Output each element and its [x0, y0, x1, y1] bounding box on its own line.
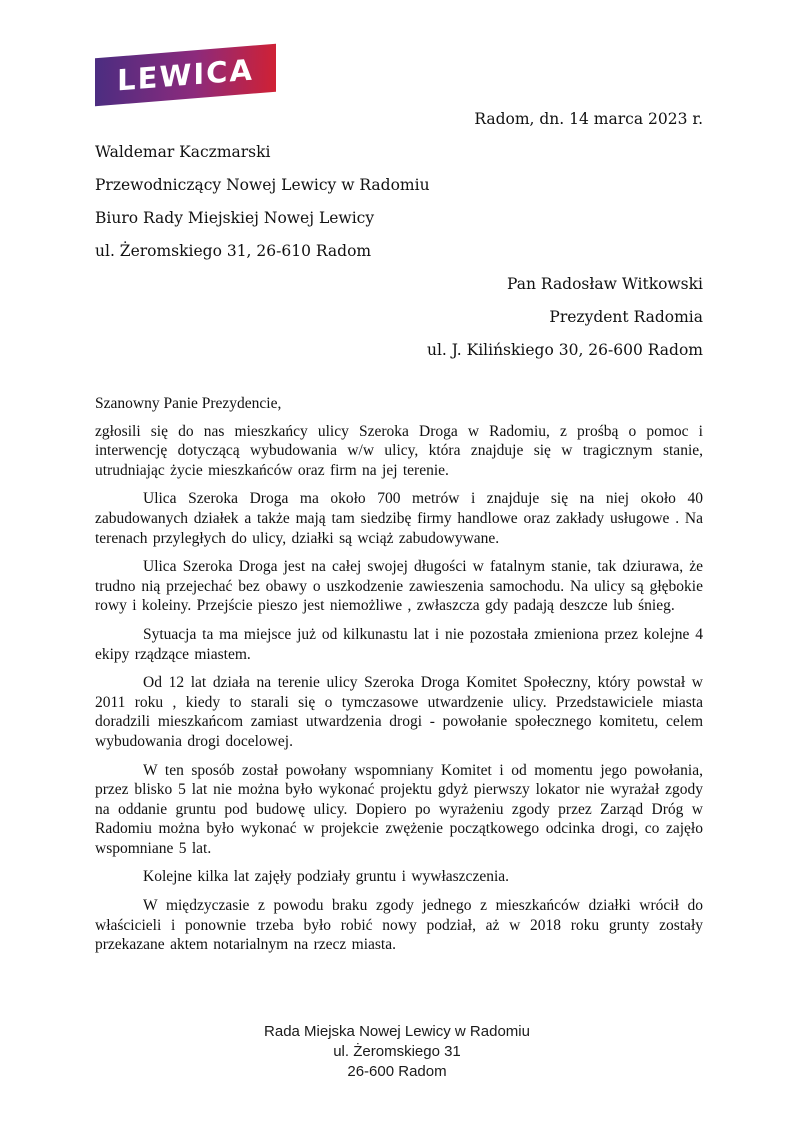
salutation: Szanowny Panie Prezydencie,	[95, 395, 282, 412]
body-paragraph: Od 12 lat działa na terenie ulicy Szeroka Droga Komitet Społeczny, który powstał w 2011 roku , kiedy to starali się o tymczasowe utwardzenie ulicy. Przedstawiciele miasta doradzili mieszkańcom zamiast utwardzenia drogi - powołanie społecznego komitetu, celem wybudowania drogi docelowej.	[95, 674, 703, 750]
sender-office: Biuro Rady Miejskiej Nowej Lewicy	[95, 209, 375, 227]
sender-address: ul. Żeromskiego 31, 26-610 Radom	[95, 242, 372, 260]
letter-header	[95, 103, 703, 367]
sender-title: Przewodniczący Nowej Lewicy w Radomiu	[95, 176, 430, 194]
body-paragraph: Ulica Szeroka Droga ma około 700 metrów i znajduje się na niej około 40 zabudowanych działek a także mają tam siedzibę firmy handlowe oraz zakłady usługowe . Na terenach przyległych do ulicy, działki są wciąż zabudowywane.	[95, 490, 703, 547]
lewica-logo	[95, 44, 276, 107]
body-paragraph: W ten sposób został powołany wspomniany Komitet i od momentu jego powołania, przez blisko 5 lat nie można było wykonać projektu gdyż pierwszy lokator nie wyrażał zgody na oddanie gruntu pod budowę ulicy. Dopiero po wyrażeniu zgody przez Zarząd Dróg w Radomiu można było wykonać w projekcie zwężenie początkowego odcinka drogi, co zajęło wspomniane 5 lat.	[95, 761, 703, 857]
body-paragraph: Kolejne kilka lat zajęły podziały gruntu i wywłaszczenia.	[143, 868, 510, 886]
lewica-logo-text: LEWICA	[117, 52, 254, 98]
recipient-name: Pan Radosław Witkowski	[507, 275, 703, 293]
body-paragraph: Sytuacja ta ma miejsce już od kilkunastu lat i nie pozostała zmieniona przez kolejne 4 ekipy rządzące miastem.	[95, 625, 703, 663]
body-paragraph: W międzyczasie z powodu braku zgody jednego z mieszkańców działki wrócił do właścicieli i ponownie trzeba było robić nowy podział, aż w 2018 roku grunty zostały przekazane aktem notarialnym na rzecz miasta.	[95, 897, 703, 954]
recipient-title: Prezydent Radomia	[549, 308, 703, 326]
date-line: Radom, dn. 14 marca 2023 r.	[474, 110, 703, 128]
letter-footer	[0, 1022, 794, 1082]
recipient-address: ul. J. Kilińskiego 30, 26-600 Radom	[426, 341, 703, 359]
letter-body	[95, 394, 703, 964]
sender-name: Waldemar Kaczmarski	[95, 143, 271, 161]
body-paragraph: Ulica Szeroka Droga jest na całej swojej długości w fatalnym stanie, tak dziurawa, że trudno nią przejechać bez obawy o uszkodzenie zawieszenia samochodu. Na ulicy są głębokie rowy i koleiny. Przejście pieszo jest niemożliwe , zwłaszcza gdy padają deszcze lub śnieg.	[95, 558, 703, 615]
body-paragraph: zgłosili się do nas mieszkańcy ulicy Szeroka Droga w Radomiu, z prośbą o pomoc i interwencję dotyczącą wybudowania w/w ulicy, która znajduje się w tragicznym stanie, utrudniając życie mieszkańców oraz firm na jej terenie.	[95, 422, 703, 479]
footer-street: ul. Żeromskiego 31	[333, 1043, 461, 1060]
footer-city: 26-600 Radom	[347, 1063, 447, 1080]
footer-org: Rada Miejska Nowej Lewicy w Radomiu	[264, 1023, 530, 1040]
